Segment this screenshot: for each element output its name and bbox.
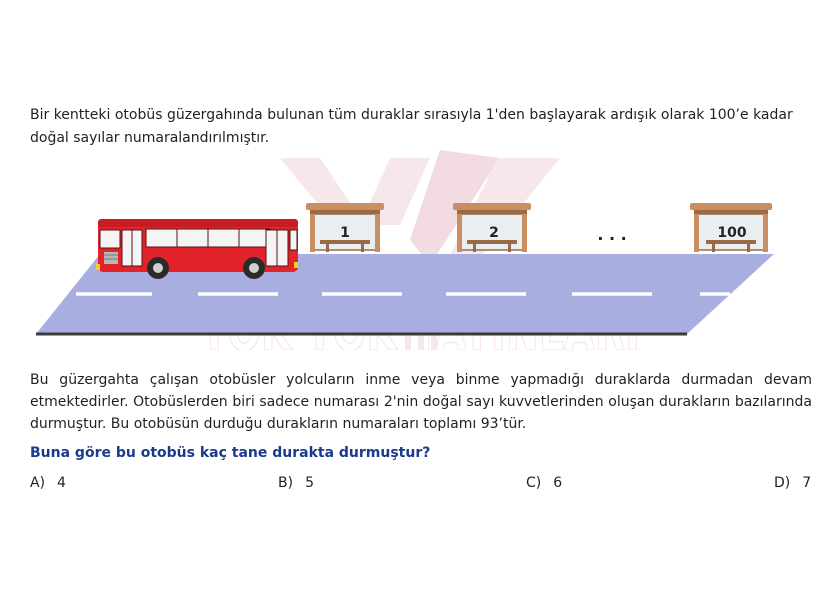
- choice-a-value: 4: [57, 475, 66, 491]
- bus-stop-100: [690, 203, 772, 252]
- choice-c-letter: C): [526, 475, 542, 491]
- bus-stop-2: [453, 203, 531, 252]
- choice-a[interactable]: [30, 475, 66, 491]
- stop-number-2: 2: [489, 225, 499, 241]
- choice-a-letter: A): [30, 475, 46, 491]
- choice-b-value: 5: [305, 475, 314, 491]
- stop-number-100: 100: [717, 225, 747, 241]
- choice-b[interactable]: [278, 475, 314, 491]
- choice-c-value: 6: [553, 475, 563, 491]
- stops-ellipsis: . . .: [597, 225, 627, 244]
- choice-d-value: 7: [802, 475, 812, 491]
- choice-c[interactable]: [526, 475, 562, 491]
- bus-route-illustration: [0, 150, 840, 350]
- choice-b-letter: B): [278, 475, 294, 491]
- intro-text: Bir kentteki otobüs güzergahında bulunan tüm duraklar sırasıyla 1'den başlayarak ardışık olarak 100’e kadar doğal sayılar numaralandırılmıştır.: [30, 107, 793, 146]
- stop-number-1: 1: [340, 225, 350, 241]
- bus: [96, 219, 298, 279]
- bus-stop-1: [306, 203, 384, 252]
- choice-d-letter: D): [774, 475, 791, 491]
- choice-d[interactable]: [774, 475, 811, 491]
- body-text: Bu güzergahta çalışan otobüsler yolcuların inme veya binme yapmadığı duraklarda durmadan devam etmektedirler. Otobüslerden biri sadece numarası 2'nin doğal sayı kuvvetlerinden oluşan durakların bazılarında durmuştur. Bu otobüsün durduğu durakların numaraları toplamı 93’tür.: [30, 372, 812, 432]
- question-prompt: Buna göre bu otobüs kaç tane durakta durmuştur?: [30, 445, 431, 461]
